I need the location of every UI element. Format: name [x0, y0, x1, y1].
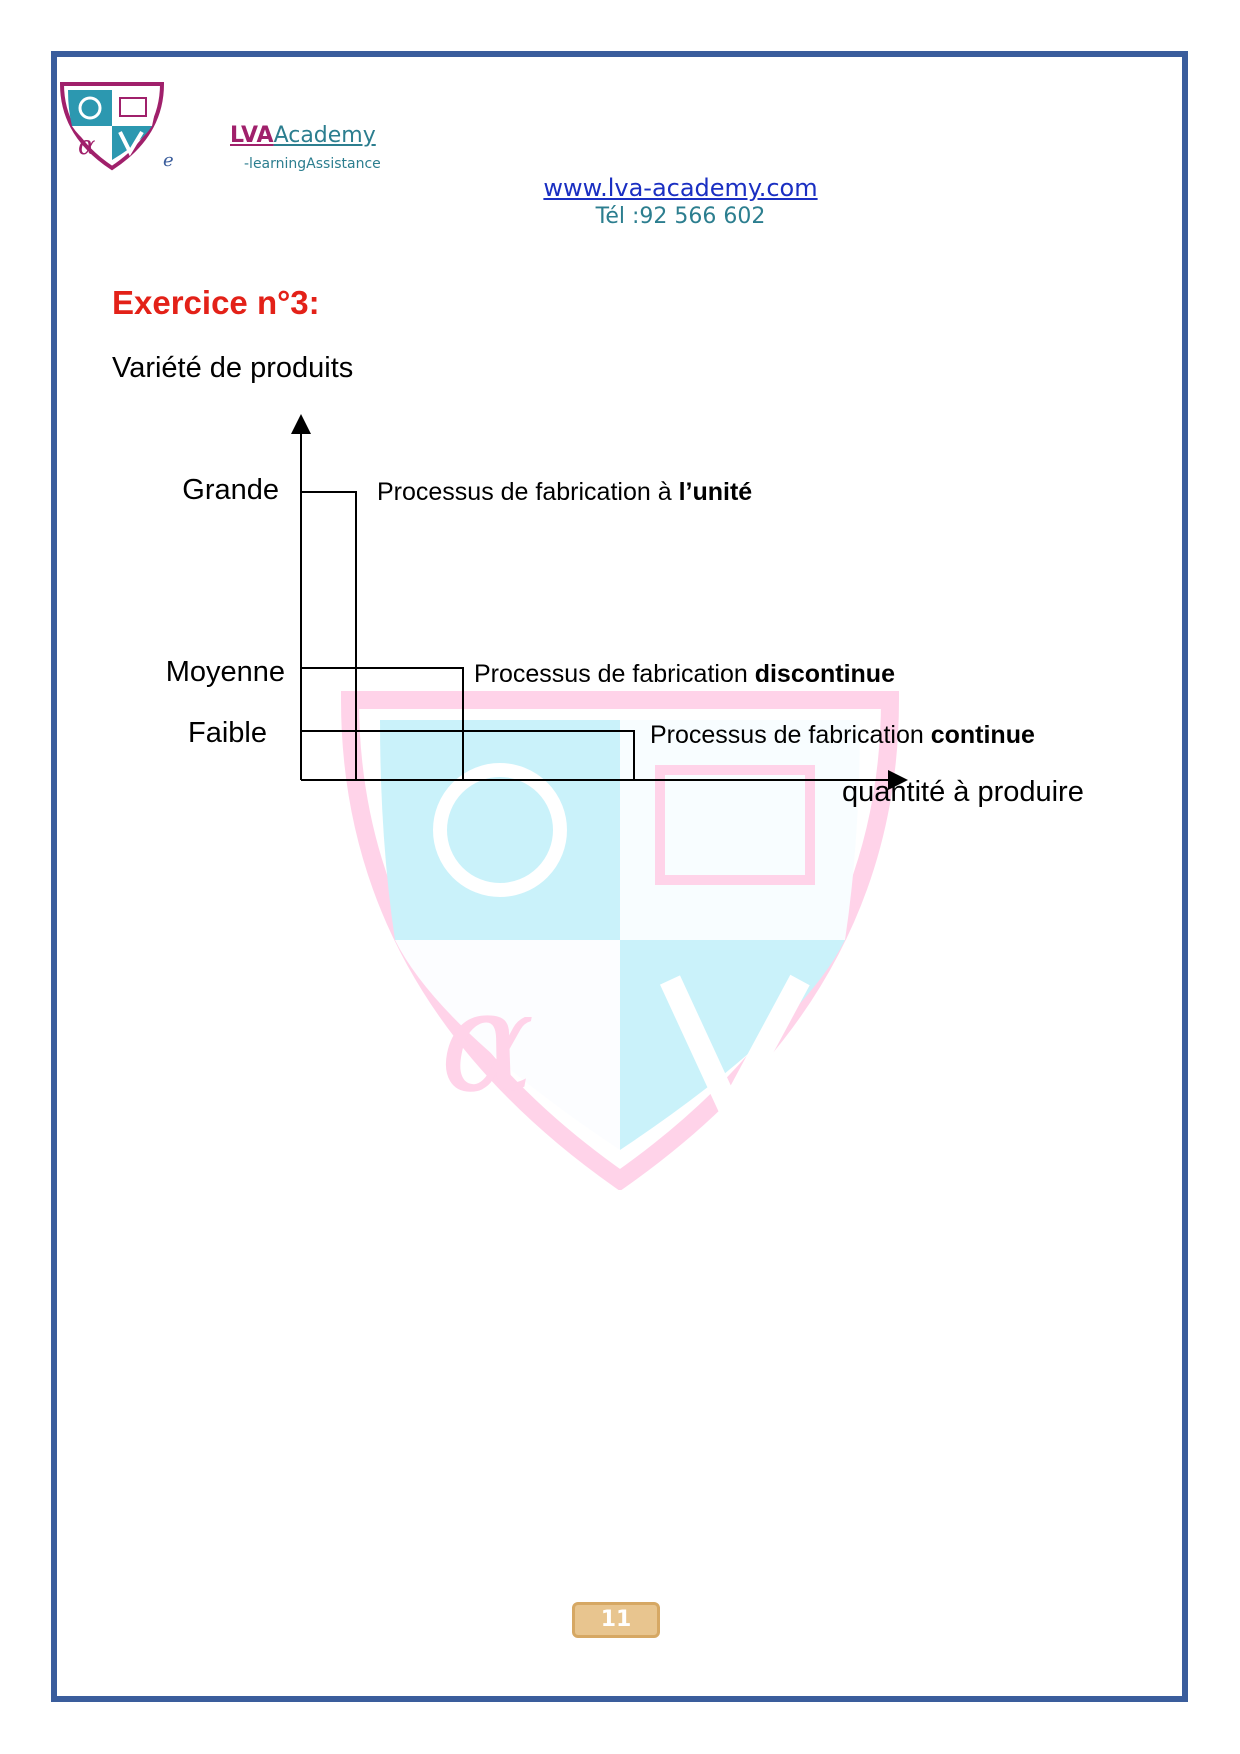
brand-academy: Academy	[273, 123, 376, 148]
unit-process-step	[301, 492, 356, 780]
continuous-process-label	[650, 721, 1035, 750]
discontinuous-process-label	[474, 660, 895, 689]
unit-process-bold: l’unité	[678, 478, 753, 506]
alpha-icon: α	[440, 961, 535, 1124]
unit-process-label	[377, 478, 752, 507]
continuous-process-bold: continue	[930, 721, 1035, 749]
brand-tagline: -learningAssistance	[244, 156, 381, 172]
discontinuous-process-prefix: Processus de fabrication	[474, 660, 755, 688]
brand-prefix: LVA	[230, 123, 274, 148]
alpha-icon: α	[78, 131, 96, 161]
phone-number: Tél :92 566 602	[595, 204, 766, 229]
level-low-label: Faible	[188, 717, 267, 749]
level-medium-label: Moyenne	[165, 656, 285, 688]
exercise-title: Exercice n°3:	[112, 284, 320, 321]
y-axis-title: Variété de produits	[112, 352, 354, 384]
level-high-label: Grande	[182, 474, 279, 506]
discontinuous-process-bold: discontinue	[754, 660, 895, 688]
page-number-badge: 11	[572, 1602, 660, 1638]
discontinuous-process-step	[301, 668, 463, 780]
continuous-process-step	[301, 731, 634, 780]
unit-process-prefix: Processus de fabrication à	[377, 478, 679, 506]
logo-letter: e	[163, 150, 174, 171]
website-link[interactable]: www.lva-academy.com	[543, 174, 818, 202]
x-axis-title: quantité à produire	[842, 776, 1084, 808]
continuous-process-prefix: Processus de fabrication	[650, 721, 931, 749]
